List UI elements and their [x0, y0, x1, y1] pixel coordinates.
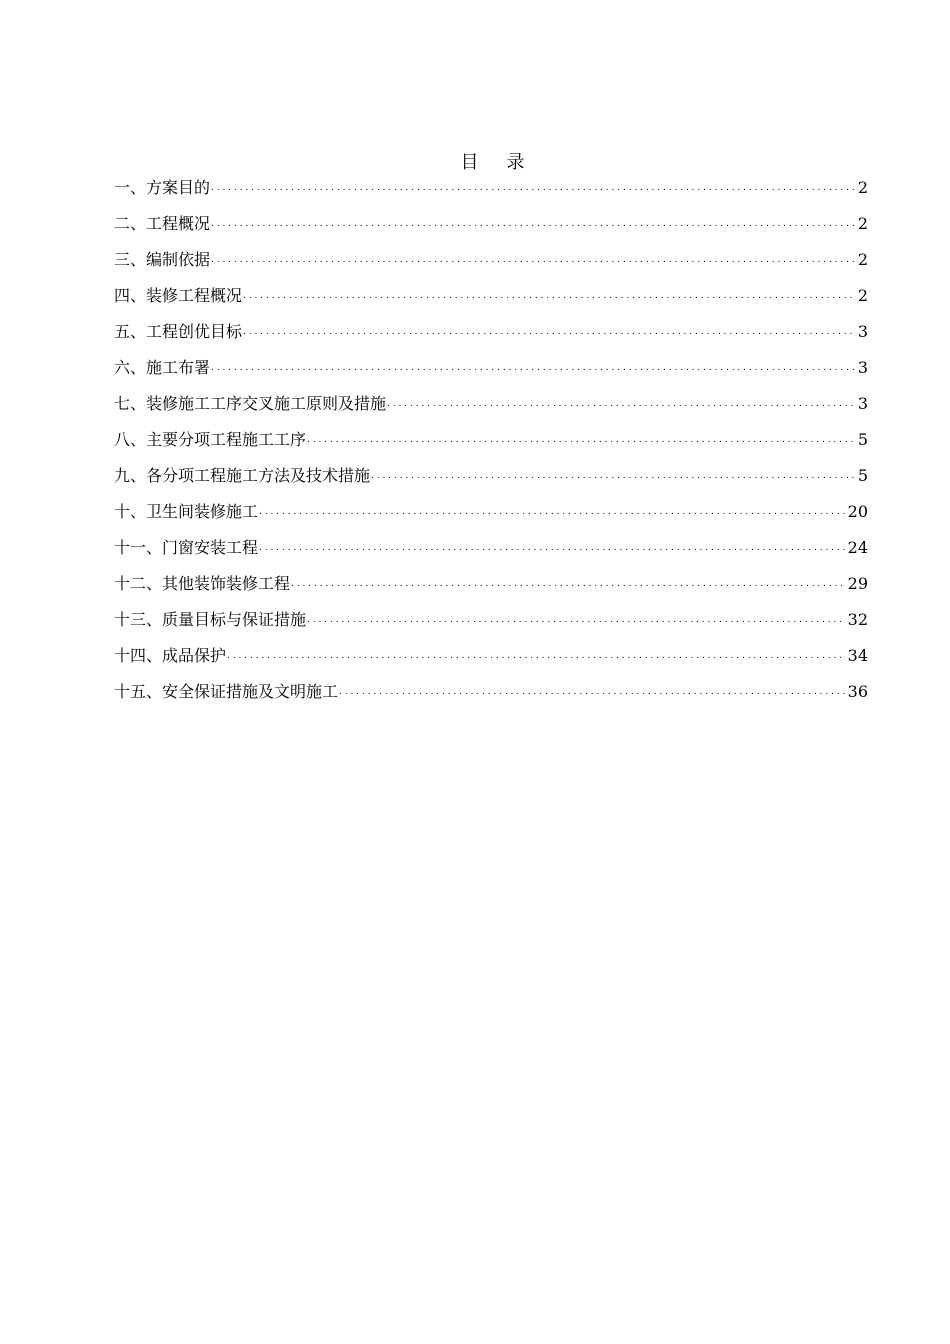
toc-leader-dots: [259, 533, 845, 560]
toc-entry-page: 5: [857, 466, 868, 485]
toc-entry-label: 四、装修工程概况: [114, 286, 243, 305]
toc-entry-label: 十、卫生间装修施工: [114, 502, 259, 521]
toc-entry-label: 十三、质量目标与保证措施: [114, 610, 307, 629]
toc-entry-label: 八、主要分项工程施工工序: [114, 430, 307, 449]
toc-entry-label: 一、方案目的: [114, 178, 211, 197]
toc-entry-page: 24: [847, 538, 868, 557]
toc-entry[interactable]: [114, 644, 868, 680]
toc-leader-dots: [211, 245, 855, 272]
toc-entry[interactable]: [114, 248, 868, 284]
toc-entry[interactable]: [114, 320, 868, 356]
toc-entry-label: 三、编制依据: [114, 250, 211, 269]
toc-entry[interactable]: [114, 608, 868, 644]
toc-leader-dots: [243, 281, 855, 308]
toc-entry-label: 六、施工布署: [114, 358, 211, 377]
toc-entry[interactable]: [114, 212, 868, 248]
toc-leader-dots: [211, 353, 855, 380]
toc-title: [0, 151, 950, 175]
toc-entry-page: 2: [857, 286, 868, 305]
toc-entry[interactable]: [114, 356, 868, 392]
toc-entry-label: 十五、安全保证措施及文明施工: [114, 682, 339, 701]
toc-entry[interactable]: [114, 500, 868, 536]
toc-entry-page: 2: [857, 214, 868, 233]
toc-entry-page: 36: [847, 682, 868, 701]
toc-entry-page: 3: [857, 322, 868, 341]
toc-leader-dots: [211, 209, 855, 236]
toc-entry-page: 2: [857, 250, 868, 269]
toc-entry-label: 九、各分项工程施工方法及技术措施: [114, 466, 371, 485]
toc-entry[interactable]: [114, 392, 868, 428]
toc-entry[interactable]: [114, 176, 868, 212]
toc-entry-label: 五、工程创优目标: [114, 322, 243, 341]
toc-entry-page: 5: [857, 430, 868, 449]
toc-leader-dots: [371, 461, 855, 488]
toc-entry-label: 十一、门窗安装工程: [114, 538, 259, 557]
toc-leader-dots: [387, 389, 855, 416]
toc-leader-dots: [259, 497, 845, 524]
toc-entry-page: 20: [847, 502, 868, 521]
toc-leader-dots: [227, 641, 845, 668]
toc-entry-page: 3: [857, 394, 868, 413]
toc-leader-dots: [243, 317, 855, 344]
toc-title-part2: 录: [506, 152, 525, 173]
toc-entry-label: 七、装修施工工序交叉施工原则及措施: [114, 394, 387, 413]
toc-list: [114, 176, 868, 716]
toc-entry-page: 29: [847, 574, 868, 593]
toc-entry[interactable]: [114, 428, 868, 464]
toc-entry[interactable]: [114, 464, 868, 500]
toc-entry-label: 十四、成品保护: [114, 646, 227, 665]
toc-entry-page: 2: [857, 178, 868, 197]
toc-leader-dots: [307, 605, 845, 632]
toc-title-part1: 目: [460, 152, 479, 173]
toc-entry-page: 34: [847, 646, 868, 665]
toc-entry[interactable]: [114, 536, 868, 572]
toc-entry[interactable]: [114, 572, 868, 608]
toc-entry[interactable]: [114, 680, 868, 716]
toc-leader-dots: [211, 173, 855, 200]
toc-entry-label: 十二、其他装饰装修工程: [114, 574, 291, 593]
toc-entry[interactable]: [114, 284, 868, 320]
toc-entry-label: 二、工程概况: [114, 214, 211, 233]
toc-entry-page: 3: [857, 358, 868, 377]
toc-leader-dots: [307, 425, 855, 452]
toc-leader-dots: [339, 677, 845, 704]
toc-entry-page: 32: [847, 610, 868, 629]
toc-leader-dots: [291, 569, 845, 596]
